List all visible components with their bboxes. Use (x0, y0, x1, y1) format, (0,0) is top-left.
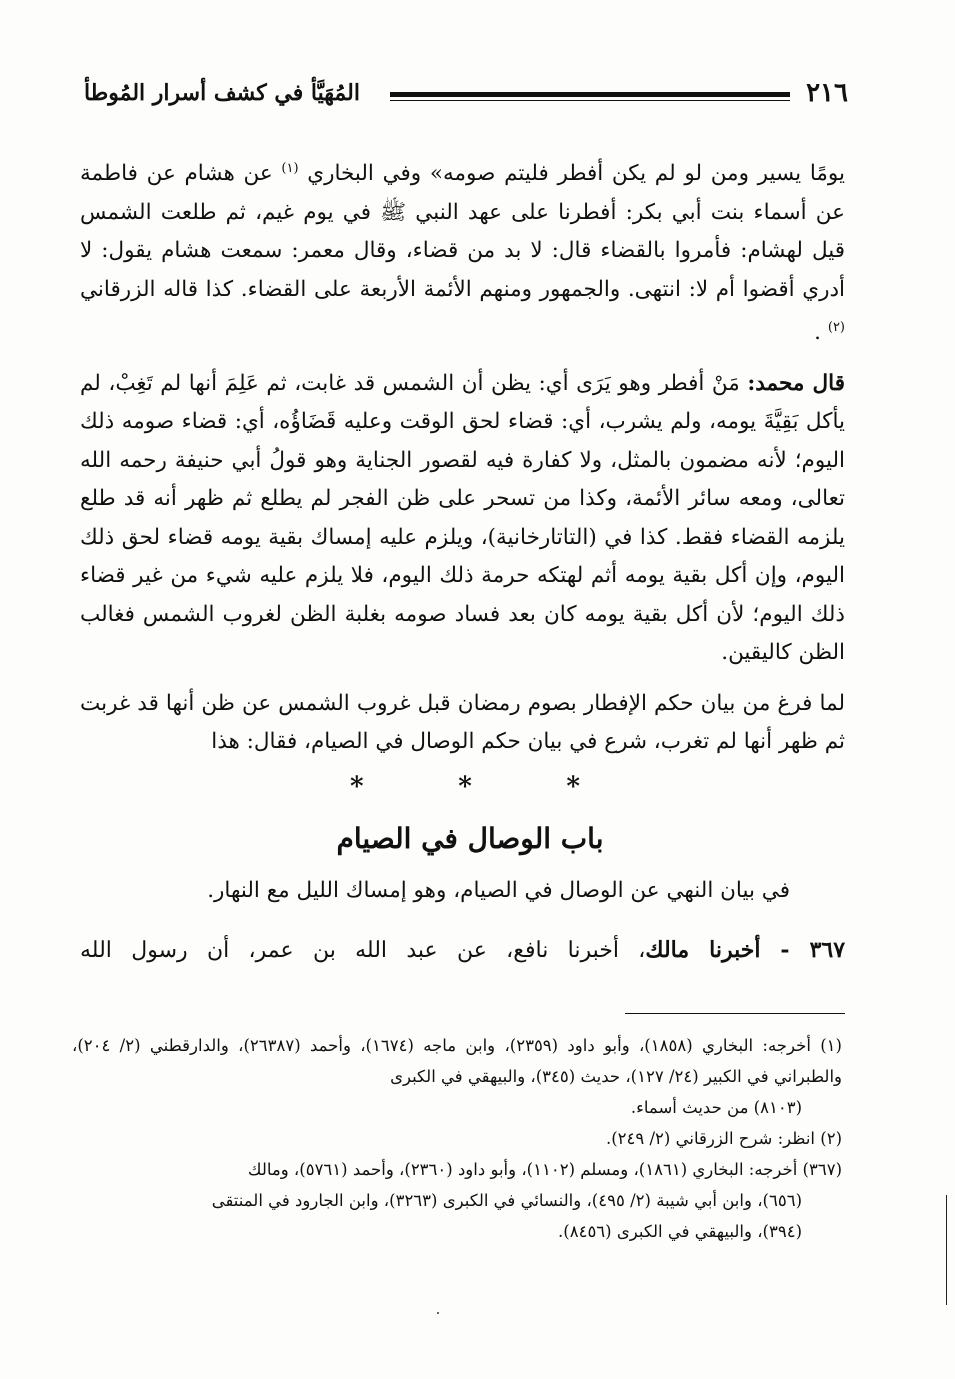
star-2: * (458, 772, 472, 802)
header-rule (390, 92, 790, 101)
footnote-2: (٢) انظر: شرح الزرقاني (٢/ ٢٤٩). (605, 1129, 842, 1148)
scan-dot (437, 1312, 439, 1314)
scan-edge-mark (946, 1195, 947, 1305)
page-number: ٢١٦ (806, 78, 848, 108)
footnote-367-line-1: (٣٦٧) أخرجه: البخاري (١٨٦١)، ومسلم (١١٠٢)، وأبو داود (٢٣٦٠)، وأحمد (٥٧٦١)، ومالك (247, 1160, 842, 1179)
chapter-title: باب الوصال في الصيام (336, 822, 604, 855)
paragraph-2-lead: قال محمد: (747, 370, 845, 396)
footnotes (72, 1030, 842, 1247)
footnote-367-line-2: (٦٥٦)، وابن أبي شيبة (٢/ ٤٩٥)، والنسائي في الكبرى (٣٢٦٣)، وابن الجارود في المنتقى (211, 1191, 802, 1210)
paragraph-1 (80, 150, 845, 353)
hadith-number-lead: ٣٦٧ - أخبرنا مالك (645, 937, 846, 963)
hadith-367 (80, 930, 845, 971)
section-separator (350, 772, 580, 802)
hadith-text: ، أخبرنا نافع، عن عبد الله بن عمر، أن رسول الله (80, 938, 646, 963)
paragraph-2 (80, 365, 845, 673)
paragraph-1-part-a: يومًا يسير ومن لو لم يكن أفطر فليتم صومه» وفي البخاري (307, 161, 845, 187)
footnote-rule (625, 1013, 845, 1014)
main-text (80, 150, 845, 762)
footnote-367-line-3: (٣٩٤)، والبيهقي في الكبرى (٨٤٥٦). (558, 1222, 802, 1241)
footnote-1-line-2: (٨١٠٣) من حديث أسماء. (630, 1098, 802, 1117)
star-1: * (350, 772, 364, 802)
star-3: * (566, 772, 580, 802)
footnote-ref-2: (٢) (827, 320, 845, 336)
paragraph-2-text: مَنْ أفطر وهو يَرَى أي: يظن أن الشمس قد غابت، ثم عَلِمَ أنها لم تَغِبْ، لم يأكل بَقِيَّةَ يومه، ولم يشرب، أي: قضاء لحق الوقت وعليه قَضَاؤُه، أي: قضاء صومه ذلك اليوم؛ لأنه مضمون بالمثل، ولا كفارة فيه لقصور الجناية وهو قولُ أبي حنيفة رحمه الله تعالى، ومعه سائر الأئمة، وكذا من تسحر على ظن الفجر لم يطلع ثم ظهر أنه قد طلع يلزمه القضاء فقط. كذا في (التاتارخانية)، ويلزم عليه إمساك بقية يومه قضاء لحق ذلك اليوم، وإن أكل بقية يومه أثم لهتكه حرمة ذلك اليوم، فلا يلزم عليه شيء من غير قضاء ذلك اليوم؛ لأن أكل بقية يومه كان بعد فساد صومه بغلبة الظن لغروب الشمس فغالب الظن كاليقين. (80, 370, 845, 666)
paragraph-1-end: . (814, 320, 822, 346)
book-title: المُهَيَّأ في كشف أسرار المُوطأ (84, 80, 360, 106)
chapter-subtitle: في بيان النهي عن الوصال في الصيام، وهو إمساك الليل مع النهار. (207, 878, 790, 903)
paragraph-3: لما فرغ من بيان حكم الإفطار بصوم رمضان قبل غروب الشمس عن ظن أنها قد غربت ثم ظهر أنها لم تغرب، شرع في بيان حكم الوصال في الصيام، فقال: هذا (80, 690, 845, 755)
page-header (62, 72, 852, 122)
paragraph-1-part-b: عن هشام عن فاطمة عن أسماء بنت أبي بكر: أفطرنا على عهد النبي ﷺ في يوم غيم، ثم طلعت الشمس قيل لهشام: فأمروا بالقضاء قال: لا بد من قضاء، وقال معمر: سمعت هشام يقول: لا أدري أقضوا أم لا: انتهى. والجمهور ومنهم الأئمة الأربعة على القضاء. كذا قاله الزرقاني (80, 161, 845, 302)
footnote-ref-1: (١) (281, 161, 299, 176)
footnote-1-line-1: (١) أخرجه: البخاري (١٨٥٨)، وأبو داود (٢٣٥٩)، وابن ماجه (١٦٧٤)، وأحمد (٢٦٣٨٧)، والدارقطني (٢/ ٢٠٤)، والطبراني في الكبير (٢٤/ ١٢٧)، حديث (٣٤٥)، والبيهقي في الكبرى (72, 1036, 842, 1086)
